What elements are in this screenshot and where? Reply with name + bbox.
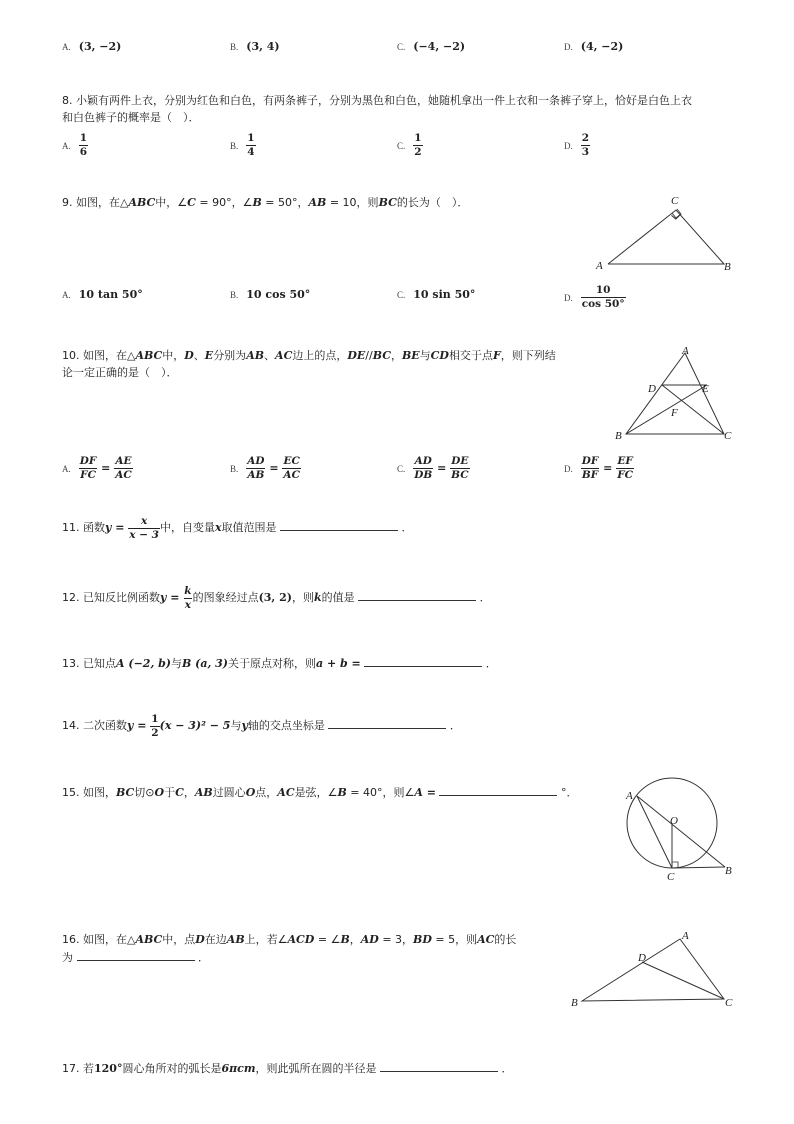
- q16-label-b: B: [571, 997, 578, 1009]
- q7-option-b: B. (3, 4): [230, 40, 280, 53]
- q16-label-d: D: [638, 952, 646, 964]
- q8-option-c: C. $\frac{1}{2}$: [397, 132, 422, 158]
- q8-text-line2: 和白色裤子的概率是（ ）．: [62, 111, 200, 124]
- q10-label-e: E: [702, 383, 709, 395]
- q16-label-a: A: [682, 930, 689, 942]
- q16-answer-blank[interactable]: [77, 948, 195, 961]
- q11-text: 11. 函数y = $\frac{x}{x - 3}$ 中，自变量x取值范围是 ．: [62, 514, 413, 541]
- q15-circle-figure: [615, 774, 740, 884]
- q15-text: 15. 如图，BC切⊙O于C，AB过圆心O点，AC是弦，∠B = 40°，则∠A = °．: [62, 783, 577, 801]
- q16-text-line2: 为 ．: [62, 948, 209, 966]
- q15-label-o: O: [670, 815, 678, 827]
- q8-text-line1: 8. 小颖有两件上衣，分别为红色和白色，有两条裤子，分别为黑色和白色，她随机拿出一件上衣和一条裤子穿上，恰好是白色上衣: [62, 94, 692, 107]
- q7-option-d: D. (4, −2): [564, 40, 624, 53]
- q13-answer-blank[interactable]: [364, 654, 482, 667]
- q9-label-a: A: [596, 260, 603, 272]
- q17-answer-blank[interactable]: [380, 1059, 498, 1072]
- q8-option-d: D. $\frac{2}{3}$: [564, 132, 590, 158]
- q10-option-d: D. $\frac{DF}{BF}$ = $\frac{EF}{FC}$: [564, 455, 634, 481]
- q17-text: 17. 若120°圆心角所对的弧长是6πcm，则此弧所在圆的半径是 ．: [62, 1059, 513, 1077]
- q8-option-a: A. $\frac{1}{6}$: [62, 132, 88, 158]
- q10-text-line1: 10. 如图，在△ABC中，D、E分别为AB、AC边上的点，DE//BC，BE与CD相交于点F，则下列结: [62, 349, 556, 362]
- q10-label-c: C: [724, 430, 732, 442]
- q16-text-line1: 16. 如图，在△ABC中，点D在边AB上，若∠ACD = ∠B，AD = 3，BD = 5，则AC的长: [62, 933, 517, 946]
- q15-label-c: C: [667, 871, 675, 883]
- q9-label-b: B: [724, 261, 731, 273]
- q16-label-c: C: [725, 997, 733, 1009]
- q9-label-c: C: [671, 195, 679, 207]
- q15-label-b: B: [725, 865, 732, 877]
- q10-triangle-figure: [612, 344, 740, 444]
- q9-triangle-figure: [590, 190, 740, 275]
- q9-option-a: A. 10 tan 50°: [62, 288, 143, 301]
- q9-option-d: D. $\frac{10}{\cos 50^\circ}$: [564, 284, 625, 310]
- q10-label-d: D: [648, 383, 656, 395]
- q10-label-a: A: [682, 345, 689, 357]
- q14-answer-blank[interactable]: [328, 716, 446, 729]
- q16-triangle-figure: [568, 925, 740, 1010]
- q15-answer-blank[interactable]: [439, 783, 557, 796]
- q15-label-a: A: [626, 790, 633, 802]
- q10-option-c: C. $\frac{AD}{DB}$ = $\frac{DE}{BC}$: [397, 455, 469, 481]
- q10-option-a: A. $\frac{DF}{FC}$ = $\frac{AE}{AC}$: [62, 455, 132, 481]
- q9-option-c: C. 10 sin 50°: [397, 288, 476, 301]
- q11-answer-blank[interactable]: [280, 518, 398, 531]
- q12-answer-blank[interactable]: [358, 588, 476, 601]
- q10-label-b: B: [615, 430, 622, 442]
- q10-label-f: F: [671, 407, 678, 419]
- q10-text-line2: 论一定正确的是（ ）．: [62, 366, 178, 379]
- q13-text: 13. 已知点A (−2, b)与B (a, 3)关于原点对称，则a + b = ．: [62, 654, 497, 672]
- q9-text: 9. 如图，在△ABC中，∠C = 90°，∠B = 50°，AB = 10，则BC的长为（ ）．: [62, 196, 469, 209]
- q12-text: 12. 已知反比例函数y = $\frac{k}{x}$ 的图象经过点(3, 2)，则k的值是 ．: [62, 584, 491, 611]
- q7-option-a: A. (3, −2): [62, 40, 122, 53]
- q8-option-b: B. $\frac{1}{4}$: [230, 132, 255, 158]
- q10-option-b: B. $\frac{AD}{AB}$ = $\frac{EC}{AC}$: [230, 455, 300, 481]
- q7-option-c: C. (−4, −2): [397, 40, 466, 53]
- q14-text: 14. 二次函数y = $\frac{1}{2}$ (x − 3)² − 5与y轴的交点坐标是 ．: [62, 712, 461, 739]
- q9-option-b: B. 10 cos 50°: [230, 288, 311, 301]
